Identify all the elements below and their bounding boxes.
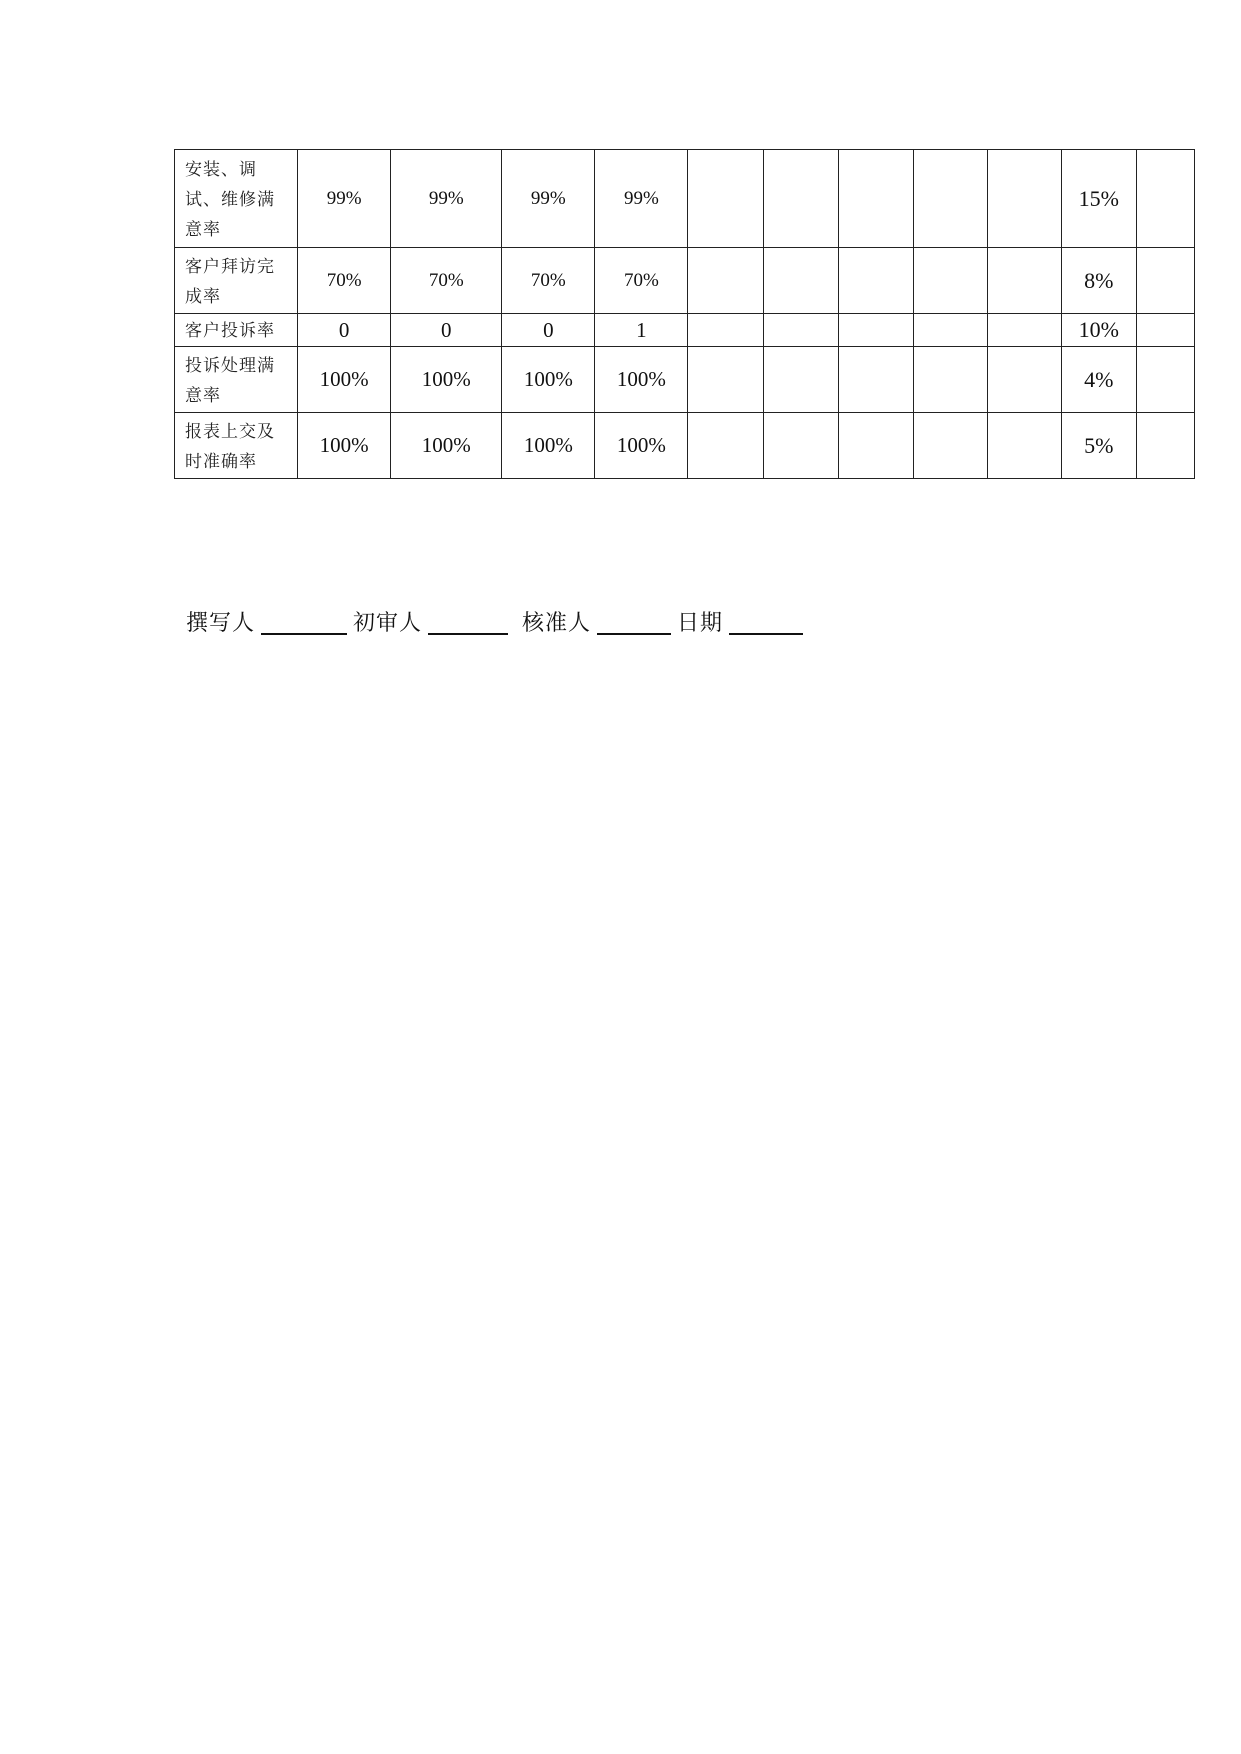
empty-cell [763, 347, 838, 413]
row-label: 客户投诉率 [175, 314, 298, 347]
weight-cell: 8% [1061, 248, 1136, 314]
author-blank[interactable] [261, 609, 347, 635]
empty-cell [987, 347, 1061, 413]
value-cell: 99% [595, 150, 688, 248]
empty-cell [1136, 150, 1194, 248]
empty-cell [763, 150, 838, 248]
empty-cell [688, 248, 763, 314]
weight-cell: 10% [1061, 314, 1136, 347]
value-cell: 100% [502, 413, 595, 479]
empty-cell [913, 347, 987, 413]
weight-cell: 5% [1061, 413, 1136, 479]
table-row [175, 248, 1195, 314]
empty-cell [838, 413, 913, 479]
empty-cell [987, 248, 1061, 314]
value-cell: 99% [391, 150, 502, 248]
empty-cell [688, 314, 763, 347]
value-cell: 99% [502, 150, 595, 248]
value-cell: 70% [595, 248, 688, 314]
value-cell: 100% [298, 413, 391, 479]
approver-label: 核准人 [522, 611, 592, 636]
empty-cell [913, 413, 987, 479]
date-blank[interactable] [729, 609, 803, 635]
value-cell: 0 [391, 314, 502, 347]
empty-cell [1136, 413, 1194, 479]
empty-cell [913, 314, 987, 347]
weight-cell: 4% [1061, 347, 1136, 413]
empty-cell [838, 248, 913, 314]
value-cell: 100% [298, 347, 391, 413]
value-cell: 100% [391, 413, 502, 479]
kpi-table [174, 149, 1195, 479]
weight-cell: 15% [1061, 150, 1136, 248]
empty-cell [763, 413, 838, 479]
empty-cell [763, 248, 838, 314]
empty-cell [1136, 248, 1194, 314]
row-label: 投诉处理满意率 [175, 347, 298, 413]
empty-cell [838, 314, 913, 347]
empty-cell [838, 150, 913, 248]
reviewer-label: 初审人 [353, 611, 423, 636]
value-cell: 70% [502, 248, 595, 314]
empty-cell [838, 347, 913, 413]
signoff-line [186, 606, 809, 637]
empty-cell [1136, 314, 1194, 347]
empty-cell [688, 150, 763, 248]
empty-cell [987, 150, 1061, 248]
reviewer-blank[interactable] [428, 609, 508, 635]
value-cell: 99% [298, 150, 391, 248]
value-cell: 100% [595, 347, 688, 413]
value-cell: 70% [298, 248, 391, 314]
value-cell: 100% [391, 347, 502, 413]
value-cell: 100% [502, 347, 595, 413]
author-label: 撰写人 [186, 611, 256, 636]
value-cell: 100% [595, 413, 688, 479]
table-row [175, 347, 1195, 413]
value-cell: 0 [502, 314, 595, 347]
value-cell: 1 [595, 314, 688, 347]
empty-cell [763, 314, 838, 347]
row-label: 报表上交及时准确率 [175, 413, 298, 479]
empty-cell [987, 314, 1061, 347]
table-row [175, 150, 1195, 248]
empty-cell [1136, 347, 1194, 413]
empty-cell [987, 413, 1061, 479]
approver-blank[interactable] [597, 609, 671, 635]
date-label: 日期 [677, 611, 724, 636]
row-label: 客户拜访完成率 [175, 248, 298, 314]
empty-cell [688, 413, 763, 479]
row-label: 安装、调试、维修满意率 [175, 150, 298, 248]
empty-cell [688, 347, 763, 413]
empty-cell [913, 150, 987, 248]
table-row [175, 413, 1195, 479]
value-cell: 70% [391, 248, 502, 314]
value-cell: 0 [298, 314, 391, 347]
empty-cell [913, 248, 987, 314]
table-row [175, 314, 1195, 347]
